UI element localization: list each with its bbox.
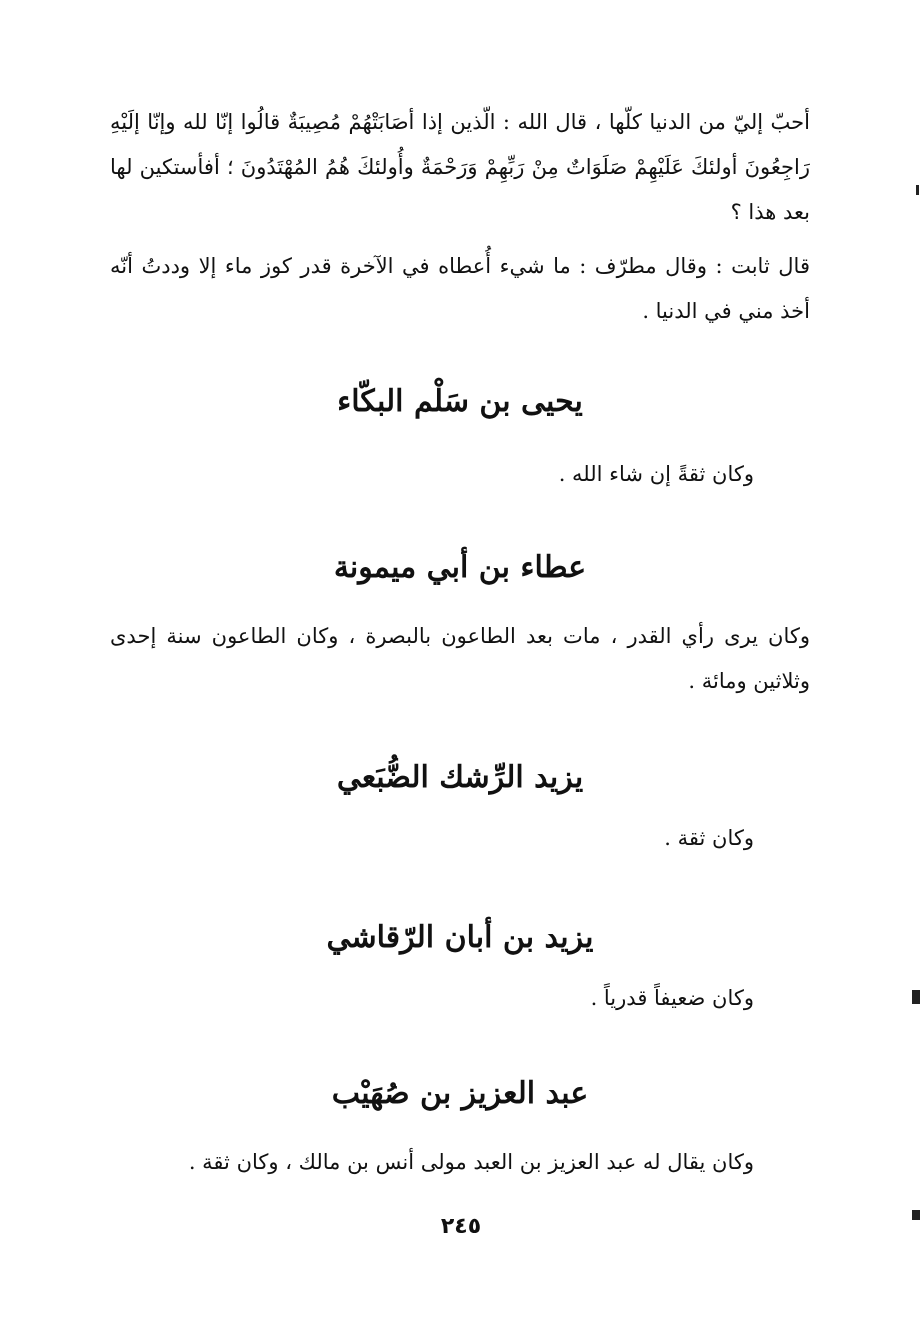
heading-yahya: يحيى بن سَلْم البكّاء: [337, 384, 583, 419]
scan-speck: [916, 185, 919, 195]
heading-abd-al-aziz: عبد العزيز بن صُهَيْب: [331, 1076, 589, 1111]
heading-yazid-aban: يزيد بن أبان الرّقاشي: [326, 920, 594, 955]
heading-ata: عطاء بن أبي ميمونة: [333, 550, 587, 585]
paragraph-verse: أحبّ إليّ من الدنيا كلّها ، قال الله : الّذين إذا أصَابَتْهُمْ مُصِيبَةٌ قالُوا إنّا لله وإنّا إلَيْهِ رَاجِعُونَ أولئكَ عَلَيْهِمْ صَلَوَاتٌ مِنْ رَبِّهِمْ وَرَحْمَةٌ وأُولئكَ هُمُ المُهْتَدُونَ ؛ أفأستكين لها بعد هذا ؟: [110, 110, 810, 224]
page-number: ٢٤٥: [440, 1214, 482, 1239]
heading-yazid-rishk: يزيد الرِّشك الضُّبَعي: [336, 760, 584, 795]
entry-text-yazid-rishk: وكان ثقة .: [664, 826, 754, 850]
entry-text-ata: وكان يرى رأي القدر ، مات بعد الطاعون بالبصرة ، وكان الطاعون سنة إحدى وثلاثين ومائة .: [110, 624, 810, 693]
entry-text-yazid-aban: وكان ضعيفاً قدرياً .: [590, 986, 754, 1010]
entry-text-yahya: وكان ثقةً إن شاء الله .: [558, 462, 754, 486]
scan-speck: [912, 1210, 920, 1220]
paragraph-thabit: قال ثابت : وقال مطرّف : ما شيء أُعطاه في الآخرة قدر كوز ماء إلا وددتُ أنّه أخذ مني في الدنيا .: [110, 254, 810, 323]
scan-speck: [912, 990, 920, 1004]
entry-text-abd-al-aziz: وكان يقال له عبد العزيز بن العبد مولى أنس بن مالك ، وكان ثقة .: [188, 1150, 754, 1174]
